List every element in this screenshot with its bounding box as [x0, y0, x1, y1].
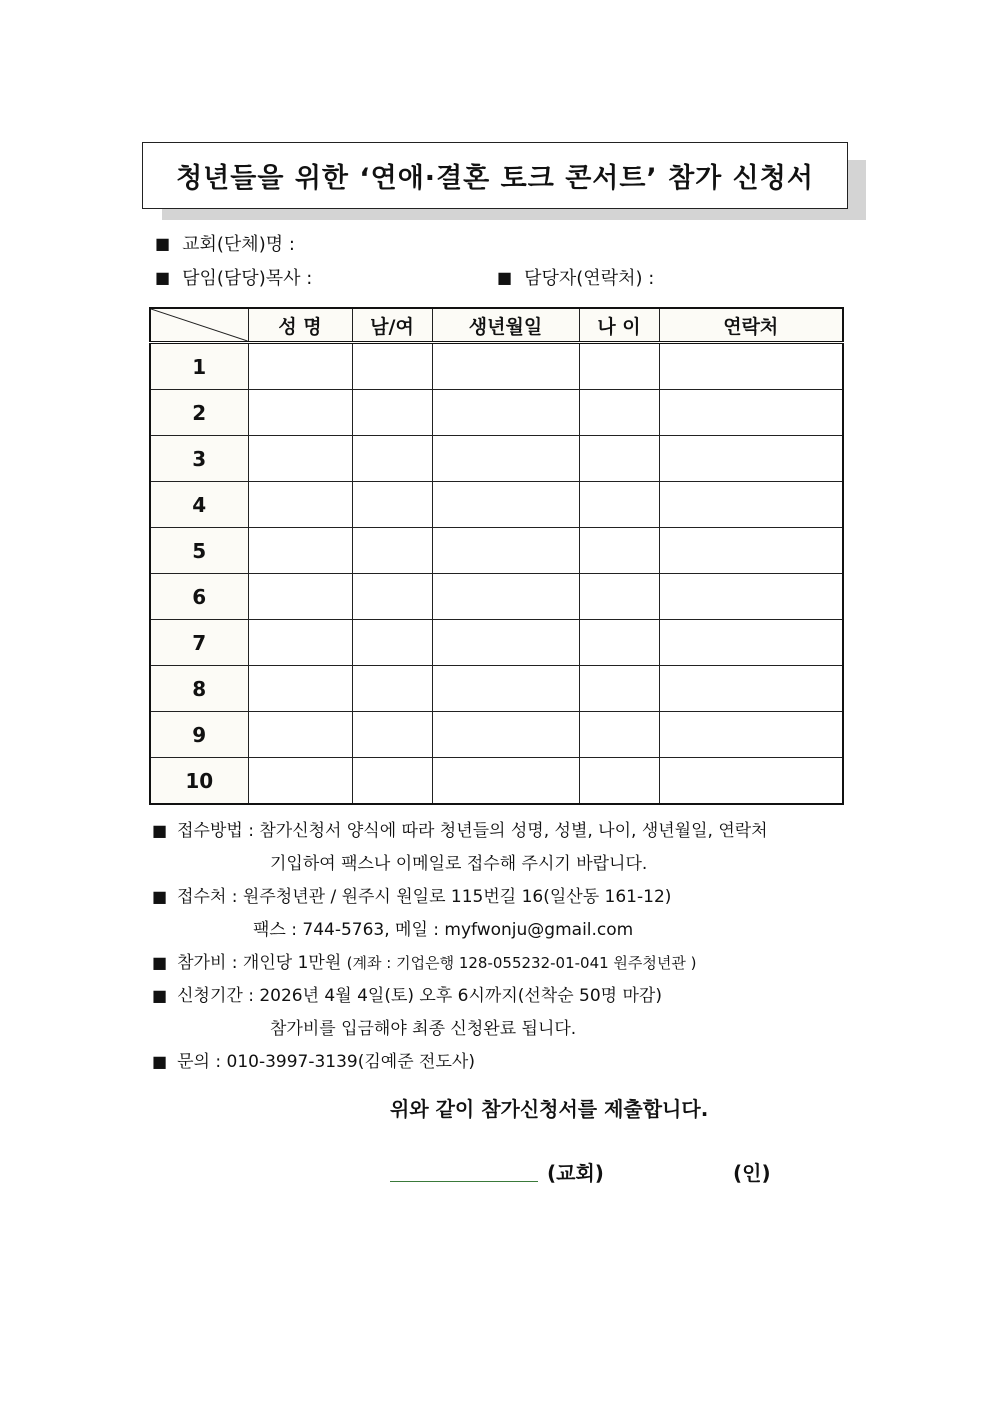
- name-cell[interactable]: [248, 436, 352, 482]
- gender-cell[interactable]: [352, 528, 432, 574]
- birthdate-cell[interactable]: [432, 574, 579, 620]
- header-birthdate: 생년월일: [432, 308, 579, 343]
- method-continuation: 기입하여 팩스나 이메일로 접수해 주시기 바랍니다.: [270, 854, 648, 874]
- square-bullet-icon: ■: [152, 953, 168, 972]
- square-bullet-icon: ■: [497, 267, 513, 287]
- contact-cell[interactable]: [659, 343, 843, 390]
- name-cell[interactable]: [248, 528, 352, 574]
- table-row: [150, 712, 843, 758]
- birthdate-cell[interactable]: [432, 390, 579, 436]
- diagonal-corner-cell: [150, 308, 248, 343]
- name-cell[interactable]: [248, 390, 352, 436]
- gender-cell[interactable]: [352, 343, 432, 390]
- gender-cell[interactable]: [352, 666, 432, 712]
- table-row: [150, 528, 843, 574]
- method-text: 접수방법 : 참가신청서 양식에 따라 청년들의 성명, 성별, 나이, 생년월일, 연락처: [177, 821, 768, 841]
- gender-cell[interactable]: [352, 620, 432, 666]
- row-number: 4: [150, 482, 248, 528]
- birthdate-cell[interactable]: [432, 528, 579, 574]
- name-cell[interactable]: [248, 482, 352, 528]
- contact-cell[interactable]: [659, 620, 843, 666]
- header-gender: 남/여: [352, 308, 432, 343]
- birthdate-cell[interactable]: [432, 666, 579, 712]
- table-row: [150, 574, 843, 620]
- contact-cell[interactable]: [659, 390, 843, 436]
- contact-cell[interactable]: [659, 666, 843, 712]
- period-line: [152, 981, 662, 1006]
- name-cell[interactable]: [248, 574, 352, 620]
- contact-cell[interactable]: [659, 436, 843, 482]
- participant-table: [149, 307, 844, 805]
- birthdate-cell[interactable]: [432, 343, 579, 390]
- square-bullet-icon: ■: [152, 1052, 168, 1071]
- row-number: 3: [150, 436, 248, 482]
- row-number: 6: [150, 574, 248, 620]
- office-text: 접수처 : 원주청년관 / 원주시 원일로 115번길 16(일산동 161-12): [177, 887, 672, 907]
- birthdate-cell[interactable]: [432, 758, 579, 805]
- fee-line: [152, 948, 697, 973]
- name-cell[interactable]: [248, 712, 352, 758]
- page-title: 청년들을 위한 ‘연애·결혼 토크 콘서트’ 참가 신청서: [142, 142, 848, 209]
- contact-cell[interactable]: [659, 758, 843, 805]
- name-cell[interactable]: [248, 666, 352, 712]
- age-cell[interactable]: [579, 436, 659, 482]
- contact-cell[interactable]: [659, 574, 843, 620]
- name-cell[interactable]: [248, 758, 352, 805]
- table-row: [150, 343, 843, 390]
- age-cell[interactable]: [579, 574, 659, 620]
- fax-email-line: 팩스 : 744-5763, 메일 : myfwonju@gmail.com: [253, 920, 634, 940]
- age-cell[interactable]: [579, 758, 659, 805]
- office-line: [152, 882, 671, 907]
- row-number: 5: [150, 528, 248, 574]
- square-bullet-icon: ■: [152, 986, 168, 1005]
- age-cell[interactable]: [579, 482, 659, 528]
- square-bullet-icon: ■: [155, 233, 171, 253]
- inquiry-text: 문의 : 010-3997-3139(김예준 전도사): [177, 1052, 475, 1072]
- seal-label: (인): [733, 1161, 771, 1185]
- gender-cell[interactable]: [352, 482, 432, 528]
- birthdate-cell[interactable]: [432, 436, 579, 482]
- table-row: [150, 666, 843, 712]
- row-number: 9: [150, 712, 248, 758]
- contact-person-label: 담당자(연락처) :: [524, 268, 655, 289]
- gender-cell[interactable]: [352, 436, 432, 482]
- header-name: 성 명: [248, 308, 352, 343]
- age-cell[interactable]: [579, 666, 659, 712]
- gender-cell[interactable]: [352, 574, 432, 620]
- birthdate-cell[interactable]: [432, 620, 579, 666]
- birthdate-cell[interactable]: [432, 712, 579, 758]
- inquiry-line: [152, 1047, 475, 1072]
- contact-cell[interactable]: [659, 482, 843, 528]
- square-bullet-icon: ■: [152, 821, 168, 840]
- title-banner: [142, 142, 848, 209]
- name-cell[interactable]: [248, 620, 352, 666]
- church-name-blank[interactable]: [390, 1181, 538, 1182]
- age-cell[interactable]: [579, 620, 659, 666]
- table-row: [150, 390, 843, 436]
- gender-cell[interactable]: [352, 758, 432, 805]
- square-bullet-icon: ■: [155, 267, 171, 287]
- fee-text: 참가비 : 개인당 1만원: [177, 953, 342, 973]
- fee-account-text: (계좌 : 기업은행 128-055232-01-041 원주청년관 ): [346, 954, 697, 972]
- header-contact: 연락처: [659, 308, 843, 343]
- pastor-field: [155, 264, 312, 290]
- table-row: [150, 436, 843, 482]
- gender-cell[interactable]: [352, 390, 432, 436]
- square-bullet-icon: ■: [152, 887, 168, 906]
- age-cell[interactable]: [579, 390, 659, 436]
- table-row: [150, 620, 843, 666]
- table-row: [150, 482, 843, 528]
- table-header-row: [150, 308, 843, 343]
- gender-cell[interactable]: [352, 712, 432, 758]
- church-name-field: [155, 230, 295, 256]
- table-row: [150, 758, 843, 805]
- age-cell[interactable]: [579, 528, 659, 574]
- age-cell[interactable]: [579, 343, 659, 390]
- period-text: 신청기간 : 2026년 4월 4일(토) 오후 6시까지(선착순 50명 마감): [177, 986, 662, 1006]
- row-number: 8: [150, 666, 248, 712]
- row-number: 7: [150, 620, 248, 666]
- contact-cell[interactable]: [659, 712, 843, 758]
- period-continuation: 참가비를 입금해야 최종 신청완료 됩니다.: [270, 1019, 577, 1039]
- row-number: 2: [150, 390, 248, 436]
- birthdate-cell[interactable]: [432, 482, 579, 528]
- method-line: [152, 816, 768, 841]
- age-cell[interactable]: [579, 712, 659, 758]
- pastor-label: 담임(담당)목사 :: [182, 268, 313, 289]
- contact-person-field: [497, 264, 654, 290]
- row-number: 1: [150, 343, 248, 390]
- contact-cell[interactable]: [659, 528, 843, 574]
- church-suffix: (교회): [547, 1161, 604, 1185]
- church-name-label: 교회(단체)명 :: [182, 234, 295, 255]
- submit-statement: 위와 같이 참가신청서를 제출합니다.: [390, 1097, 709, 1121]
- name-cell[interactable]: [248, 343, 352, 390]
- row-number: 10: [150, 758, 248, 805]
- header-age: 나 이: [579, 308, 659, 343]
